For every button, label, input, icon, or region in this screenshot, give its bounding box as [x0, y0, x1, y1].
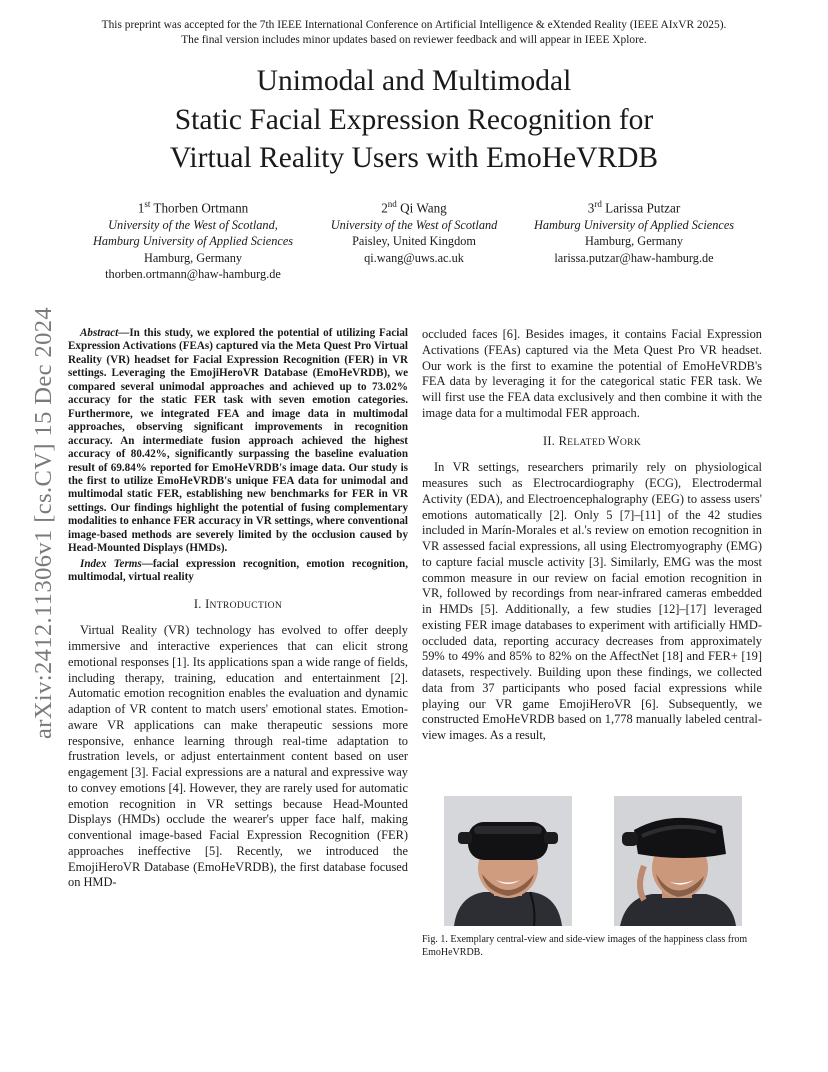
central-view-photo: [444, 796, 572, 926]
author-location: Hamburg, Germany: [143, 250, 243, 265]
figure-1: [422, 796, 762, 926]
side-view-photo: [614, 796, 742, 926]
author-location: Hamburg, Germany: [584, 234, 684, 249]
arxiv-identifier: arXiv:2412.11306v1 [cs.CV] 15 Dec 2024: [30, 306, 57, 740]
preprint-notice-line-2: The final version includes minor updates based on reviewer feedback and will appear in IEEE Xplore.: [181, 34, 647, 46]
introduction-continued-paragraph: occluded faces [6]. Besides images, it contains Facial Expression Activations (FEAs) captured via the Meta Quest Pro VR headset. Our work is the first to examine the potential of EmoHeVRDB's FEA data by leveraging it for the categorical static FER task. We will first use the FEA data exclusively and then combine it with the image data for a multimodal FER approach.: [422, 327, 762, 420]
left-column: [68, 327, 408, 891]
author-affiliation: Hamburg University of Applied Sciences: [533, 217, 735, 232]
paper-title: [60, 62, 768, 178]
central-view-photo-illustration: [444, 796, 572, 926]
author-block-1: [70, 196, 316, 282]
section-heading-related-work: II. RELATED WORK: [542, 433, 642, 448]
right-column: [422, 327, 762, 744]
side-view-photo-illustration: [614, 796, 742, 926]
abstract: Abstract—In this study, we explored the potential of utilizing Facial Expression Activations (FEAs) captured via the Meta Quest Pro Virtual Reality (VR) headset for Facial Expression Recognition (FER) in VR settings. Leveraging the EmojiHeroVR Database (EmoHeVRDB), we compared several unimodal approaches and achieved up to 73.02% accuracy for the static FER task with seven emotion categories. Furthermore, we integrated FEA and image data in multimodal approaches, observing significant improvements in recognition accuracy. An intermediate fusion approach achieved the highest accuracy of 80.42%, significantly surpassing the baseline evaluation result of 69.84% reported for EmoHeVRDB's image data. Our study is the first to utilize EmoHeVRDB's unique FEA data for unimodal and multimodal static FER, establishing new benchmarks for FER in VR settings. Our findings highlight the potential of fusing complementary modalities to enhance FER accuracy in VR settings, where conventional image-based methods are severely limited by the occlusion caused by Head-Mounted Displays (HMDs).: [68, 327, 408, 555]
author-affiliation: Hamburg University of Applied Sciences: [92, 234, 294, 249]
preprint-notice-line-1: This preprint was accepted for the 7th IEEE International Conference on Artificial Intelligence & eXtended Reality (IEEE AIxVR 2025).: [101, 19, 727, 31]
author-email: larissa.putzar@haw-hamburg.de: [554, 250, 714, 265]
author-name: 3rd Larissa Putzar: [587, 199, 681, 216]
title-line-2: Static Facial Expression Recognition for: [174, 103, 654, 136]
author-name: 1st Thorben Ortmann: [137, 199, 249, 216]
author-location: Paisley, United Kingdom: [352, 234, 476, 249]
author-email: thorben.ortmann@haw-hamburg.de: [105, 267, 281, 282]
index-terms: Index Terms—facial expression recognition, emotion recognition, multimodal, virtual reality: [68, 557, 409, 584]
author-affiliation: University of the West of Scotland,: [108, 217, 278, 232]
author-block-3: [512, 196, 756, 266]
figure-1-caption: Fig. 1. Exemplary central-view and side-view images of the happiness class from EmoHeVRDB.: [422, 934, 748, 958]
author-name: 2nd Qi Wang: [381, 199, 447, 216]
introduction-paragraph: Virtual Reality (VR) technology has evolved to offer deeply immersive and interactive experiences that can elicit strong emotional responses [1]. Its applications span a wide range of fields, including therapy, training, education and entertainment [2]. Automatic emotion recognition enables the evaluation and dynamic adaption of VR content to match users' emotional states. Emotion-aware VR applications can make therapeutic sessions more responsive, enhance learning through real-time adaptation to frustration levels, or adjust entertainment content based on user engagement [3]. Facial expressions are a natural and expressive way to convey emotions [4]. However, they are rarely used for automatic emotion recognition in VR settings because Head-Mounted Displays (HMDs) occlude the wearer's upper face half, making conventional image-based Facial Expression Recognition (FER) approaches ineffective [5]. Recently, we introduced the EmojiHeroVR Database (EmoHeVRDB), the first database focused on HMD-: [68, 623, 408, 890]
title-line-3: Virtual Reality Users with EmoHeVRDB: [169, 142, 659, 174]
section-heading-introduction: I. INTRODUCTION: [193, 596, 283, 611]
preprint-notice: [40, 18, 788, 48]
author-block-2: [316, 196, 512, 266]
author-email: qi.wang@uws.ac.uk: [364, 250, 464, 265]
title-line-1: Unimodal and Multimodal: [256, 65, 572, 97]
related-work-paragraph: In VR settings, researchers primarily rely on physiological measures such as Electrocardiography (ECG), Electrodermal Activity (EDA), and Electroencephalography (EEG) to assess users' emotions automatically [2]. Only 5 [7]–[11] of the 42 studies included in Marín-Morales et al.'s review on emotion recognition in VR assessed facial expressions, all using Electromyography (EMG) to capture facial muscle activity [3]. Similarly, EMG was the most common measure in our review on facial emotion recognition in VR, followed by recordings from near-infrared cameras embedded in HMDs [5]. Additionally, a few studies [12]–[17] leveraged existing FER image databases to experiment with artificially HMD-occluded data, reporting accuracy decreases from approximately 59% to 49% and 85% to 82% on the AffectNet [18] and FER+ [19] datasets, respectively. Building upon these findings, we collected data from 37 participants who posed facial expressions while playing our VR game EmojiHeroVR [6]. Subsequently, we constructed EmoHeVRDB based on 1,778 manually labeled central-view images. As a result,: [422, 460, 762, 742]
author-affiliation: University of the West of Scotland: [330, 217, 498, 232]
